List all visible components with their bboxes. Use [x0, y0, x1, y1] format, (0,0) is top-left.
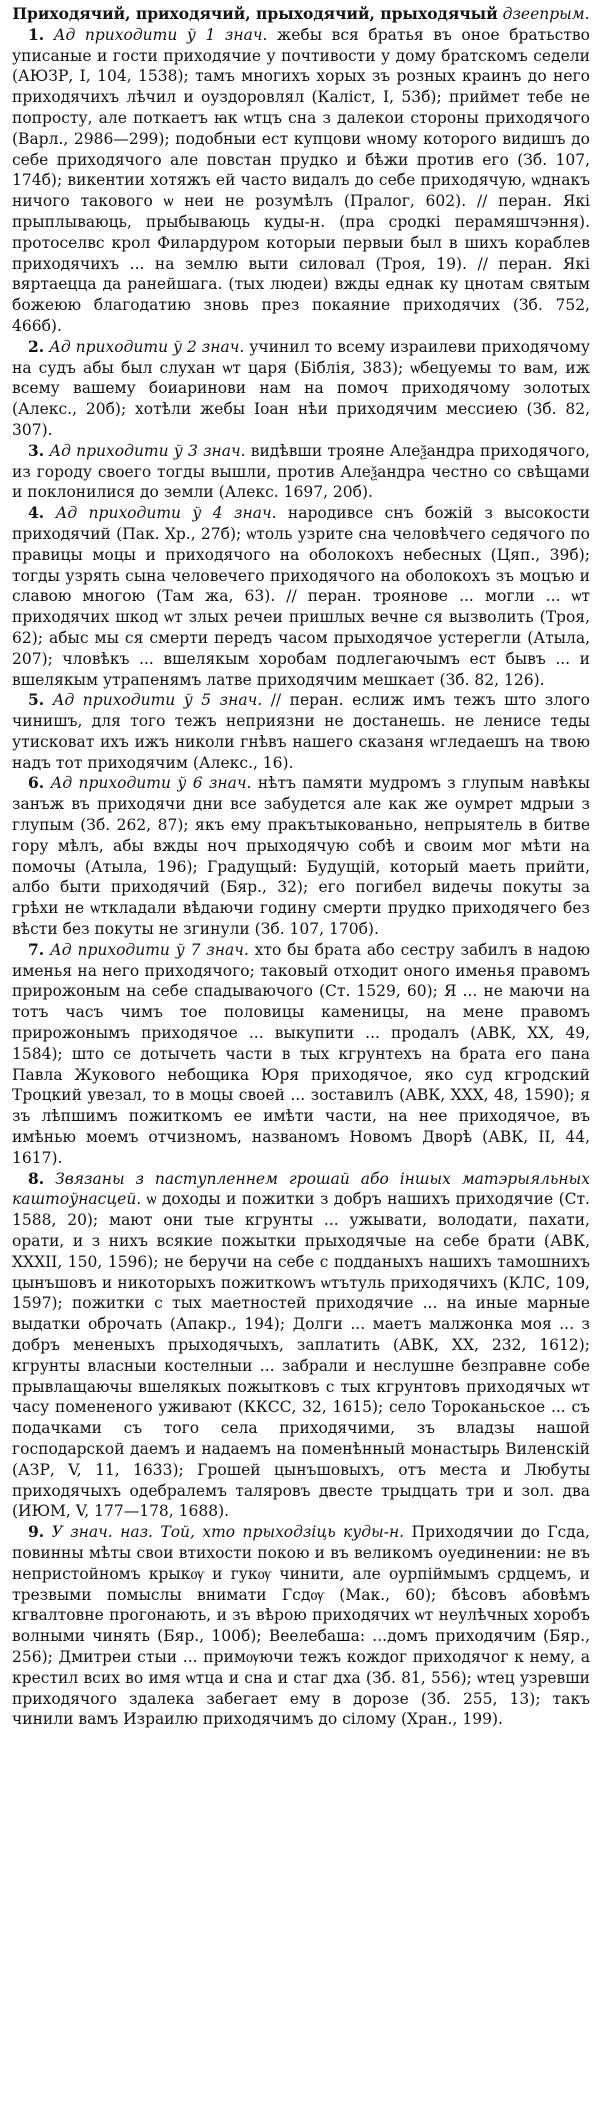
sense-number: 6.: [28, 773, 45, 793]
sense-9: [12, 1522, 590, 1730]
sense-citations: народивсе снъ божій з высокости приходячий (Пак. Хр., 27б); ѡтоль узрите сна человѣчего седячого по правицы моцы и приходячого на оболокохъ небесных (Цяп., 39б); тогды узрять сына человечего приходячого на оболокохъ зъ моцъю и славою многою (Там жа, 63). // перан. трояновe ... могли ... ѡт приходячих шкод ѡт злых речеи пришлых вечне ся вызволить (Троя, 62); абыс мы ся смерти передъ часом прыходячое устерегли (Атыла, 207); чловѣкъ ... вшелякым хоробам подлегаючымъ ест бывъ ... и вшелякым утрапенямъ латве приходячим мешкает (Зб. 82, 126).: [12, 504, 590, 689]
sense-definition: Ад приходити ў 7 знач.: [50, 940, 249, 959]
sense-number: 9.: [28, 1522, 45, 1542]
sense-citations: видѣвши трояне Алеѯандра приходячого, из городу своего тогды вышли, против Алеѯандра честно со свѣщами и поклонилися до земли (Алекс. 1697, 20б).: [12, 441, 590, 502]
sense-2: [12, 337, 590, 441]
sense-number: 1.: [28, 24, 45, 44]
sense-citations: хто бы брата або сестру забилъ в надою именья на него приходячого; таковый отходит оного именья правомъ прирожоным на себе спадываючого (Ст. 1529, 60); Я ... не маючи на тотъ часъ чимъ тое половицы каменицы, на мене правомъ прирожонымъ приходячое ... выкупити ... продалъ (АВК, XX, 49, 1584); што се дотычеть части в тых кгрунтехъ на брата его пана Павла Жукового небощика Юря приходячое, яко суд кгродский Троцкий увезал, то в моцы своей ... зоставилъ (АВК, XXX, 48, 1590); я зъ лѣпшимъ пожиткомъ ее имѣти части, на нее приходячое, въ имѣнью моемъ отчизномъ, названомъ Новомъ Дворѣ (АВК, II, 44, 1617).: [12, 940, 590, 1167]
sense-citations: Приходячии до Гсда, повинны мѣты свои втихости покою и въ великомъ оуединении: не въ непристойномъ крыкѹ и гукѹ чинити, але оурпіймымъ срдцемъ, и трезвыми помыслы внимати Гсдѹ (Мак., 60); бѣсовъ абовѣмъ кгвалтовне прогонають, и зъ вѣрою приходячих ѡт неулѣчных хоробъ волными чинять (Бяр., 100б); Веелебаша: ...домъ приходячим (Бяр., 256); Дмитреи стыи ... примѹючи тежъ кождог приходячог к нему, а крестил всих во имя ѡтца и сна и стаг дха (Зб. 81, 556); ѡтец узревши приходячого здалека забегает ему в дорозе (Зб. 255, 13); такъ чинили вамъ Израилю приходячимъ до сілому (Хран., 199).: [12, 1523, 590, 1729]
sense-definition: Ад приходити ў 1 знач.: [53, 25, 268, 44]
sense-6: [12, 773, 590, 939]
headword-title: Приходячий, приходячий, прыходячий, прыходячый: [12, 4, 498, 23]
sense-citations: учинил то всему израилеви приходячому на судъ абы был слухан ѡт царя (Біблія, 383); ѡбецуемы то вам, иж всему вашему боиаринови нам на помоч приходячому золотых (Алекс., 20б); хотѣли жебы Іоан нѣи приходячим мессиею (Зб. 82, 307).: [12, 337, 590, 439]
sense-3: [12, 441, 590, 503]
sense-citations: // перан. еслиж имъ тежъ што злого чинишъ, для того тежъ неприязни не достанешь. не ленисе теды утисковат ихъ ижъ николи гнѣвъ нашего сказаня ѡгледаешъ на твою надъ тот приходячим (Алекс., 16).: [12, 691, 590, 772]
sense-5: [12, 690, 590, 773]
sense-number: 4.: [28, 503, 45, 523]
sense-definition: Звязаны з паступленнем грошай або іншых матэрыяльных каштоўнасцей.: [12, 1169, 590, 1209]
sense-number: 7.: [28, 939, 45, 959]
sense-7: [12, 940, 590, 1169]
sense-citations: нѣтъ памяти мудромъ з глупым навѣкы занъж въ приходячи дни все забудется але как же оумрет мдрыи з глупым (Зб. 262, 87); якъ ему пракътыкованьно, непрыятель в битве гору мѣлъ, абы вжды ноч прыходячую собѣ и своим мог мѣти на помочы (Атыла, 196); Градущый: Будущій, который маеть прийти, албо быти приходячий (Бяр., 32); его погибел видечы покуты за грѣхи не ѡткладали вѣдаючи годину смерти прудко приходячего без вѣсти без покуты не згинули (Зб. 107, 170б).: [12, 774, 591, 939]
sense-definition: Ад приходити ў 5 знач.: [52, 691, 263, 710]
sense-number: 5.: [28, 690, 45, 710]
sense-citations: жебы вся братья въ оное братьство уписаные и гости приходячие у почтивости у дому братскомъ седели (АЮЗР, I, 104, 1538); тамъ многихъ хорых зъ розных краинъ до него приходячихъ лѣчил и оуздоровлял (Каліст, I, 53б); приймет тебе не попросту, але поткаетъ ꙗк ѡтцъ сна з далекои стороны приходячого (Варл., 2986—299); подобныи ест купцови ѡному которого видишъ до себе приходячого але повстан прудко и бѣжи против его (Зб. 107, 174б); викентии хотяжъ ей часто видалъ до себе приходячую, ѡднакъ ничого такового ѡ неи не розумѣлъ (Пралог, 602). // перан. Які прыплываюць, прыбываюць куды-н. (пра сродкі перамяшчэння). протоселвс крол Филардуром которыи первыи был в шихъ кораблев приходячихъ ... на землю выти силовал (Троя, 19). // перан. Які вяртаецца да ранейшага. (тых людеи) вжды еднак ку цнотам святым божеюю благодатию зновь през покаяние приходячих (Зб. 752, 466б).: [12, 25, 590, 335]
sense-definition: У знач. наз. Той, хто прыходзіць куды-н.: [51, 1523, 405, 1542]
sense-number: 8.: [28, 1168, 45, 1188]
sense-definition: Ад приходити ў 4 знач.: [55, 504, 277, 523]
sense-1: [12, 25, 590, 337]
sense-number: 3.: [28, 440, 45, 460]
sense-number: 2.: [28, 336, 45, 356]
sense-definition: Ад приходити ў 6 знач.: [50, 774, 252, 793]
headword-part-of-speech: дзеепрым.: [502, 5, 590, 23]
sense-4: [12, 503, 590, 690]
sense-citations: ѡ доходы и пожитки з добръ нашихъ приходячие (Ст. 1588, 20); мают они тые кгрунты ... ужывати, володати, пахати, орати, и з нихъ всякие пожытки прыходячые на себе брати (АВК, XXXII, 150, 1596); не беручи на себе с подданыхъ нашихъ тамошнихъ цынъшовъ и никоторыхъ пожиткowъ ѡтътуль приходячихъ (КЛС, 109, 1597); пожитки с тых маетностей приходячие ... на иные марные выдатки оброчать (Апакр., 194); Долги ... маетъ малжонка моя ... з добръ мененыхъ прыходячыхъ, заплатить (АВК, XX, 232, 1612); кгрунты власныи костелныи ... забрали и неслушне безправне собе прывлащаючы вшелякых пожытковъ с тых кгрунтовъ приходячых ѡт часу помененого уживают (ККСС, 32, 1615); село Тороканьское ... съ подачками съ того села приходячими, зъ владзы нашой господарской даемъ и надаемъ на поменѣнный монастырь Виленскій (АЗР, V, 11, 1633); Грошей цынъшовыхъ, отъ места и Любуты приходячыхъ одебралемъ таляровъ двесте трыдцать три и зол. два (ИЮМ, V, 177—178, 1688).: [12, 1190, 590, 1521]
sense-definition: Ад приходити ў 2 знач.: [49, 337, 245, 356]
entry-headword: [12, 4, 590, 25]
sense-8: [12, 1169, 590, 1523]
sense-definition: Ад приходити ў 3 знач.: [49, 441, 246, 460]
